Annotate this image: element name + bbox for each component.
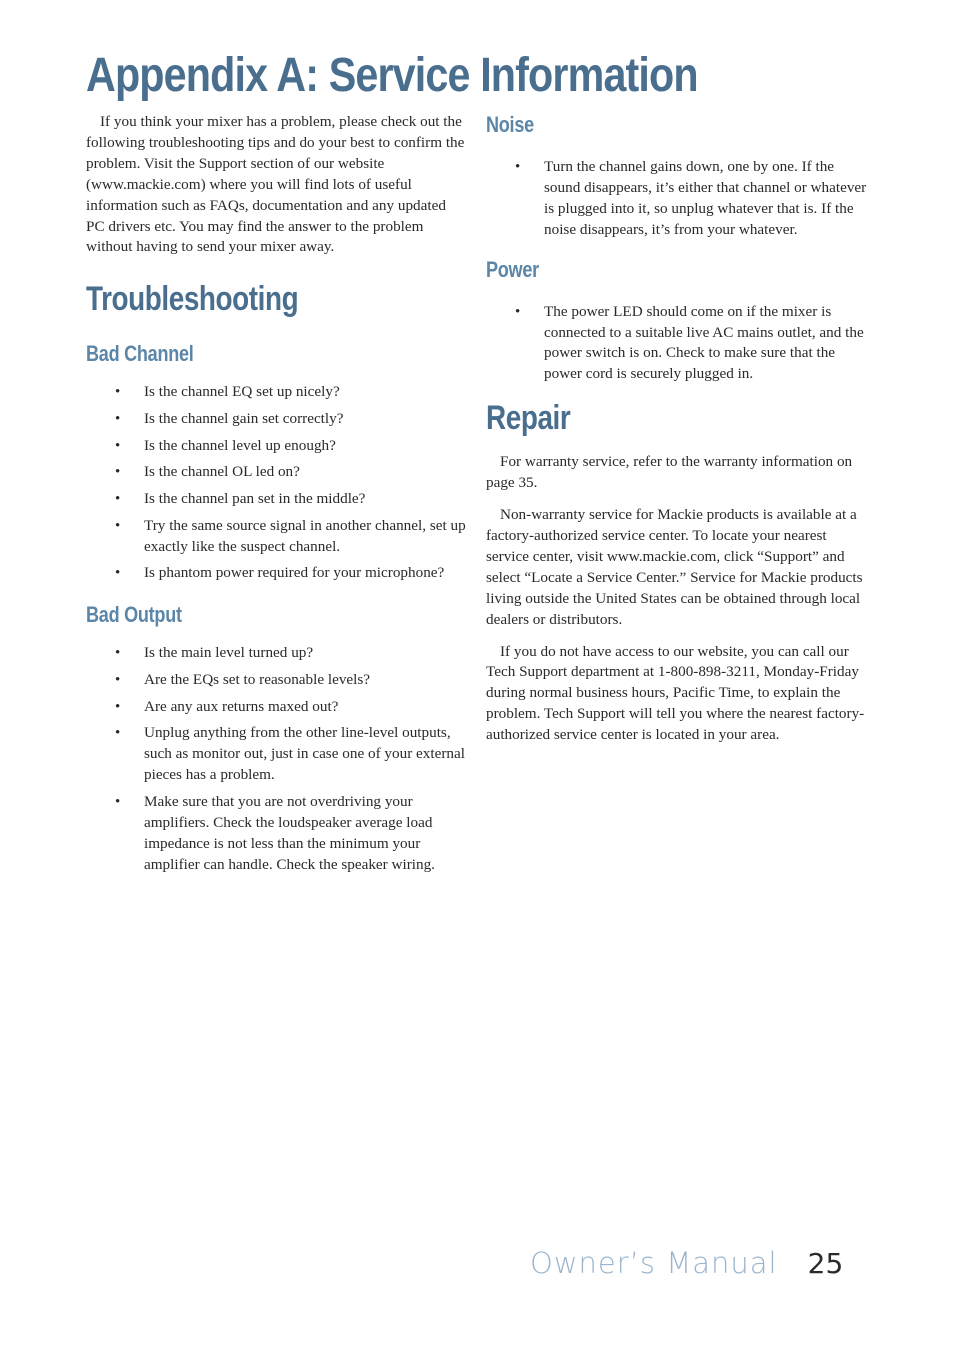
- list-item: • Make sure that you are not overdriving your amplifiers. Check the loudspeaker average load impedance is not less than the minimum your amplifier can handle. Check the speaker wiring.: [144, 792, 468, 876]
- bad-output-list: [86, 643, 468, 875]
- list-item: • Try the same source signal in another channel, set up exactly like the suspect channel.: [144, 516, 468, 558]
- list-item: • Is the channel pan set in the middle?: [144, 489, 468, 510]
- left-column: [86, 112, 468, 881]
- list-item: • Are any aux returns maxed out?: [144, 697, 468, 718]
- noise-list: [486, 157, 868, 241]
- list-item: • Is the channel gain set correctly?: [144, 409, 468, 430]
- list-item: • Unplug anything from the other line-level outputs, such as monitor out, just in case one of your external pieces has a problem.: [144, 723, 468, 786]
- list-item: • Is the channel EQ set up nicely?: [144, 382, 468, 403]
- power-heading: Power: [486, 256, 539, 282]
- list-item: • Is the channel level up enough?: [144, 436, 468, 457]
- power-list: [486, 302, 868, 386]
- right-column: [486, 112, 868, 746]
- intro-paragraph: If you think your mixer has a problem, please check out the following troubleshooting tips and do your best to confirm the problem. Visit the Support section of our website (www.mackie.com) where you will find lots of useful information such as FAQs, documentation and any updated PC drivers etc. You may find the answer to the problem without having to send your mixer away.: [86, 113, 465, 256]
- repair-heading: Repair: [486, 399, 571, 438]
- list-item: • Is the channel OL led on?: [144, 462, 468, 483]
- noise-heading: Noise: [486, 112, 534, 137]
- page-number: 25: [807, 1246, 844, 1280]
- bad-output-heading: Bad Output: [86, 602, 182, 628]
- list-item: • Is phantom power required for your microphone?: [144, 563, 468, 584]
- bad-channel-list: [86, 382, 468, 584]
- page-title: Appendix A: Service Information: [86, 49, 698, 102]
- repair-paragraph: Non-warranty service for Mackie products is available at a factory-authorized service center. To locate your nearest service center, visit www.mackie.com, click “Support” and select “Locate a Service Center.” Service for Mackie products living outside the United States can be obtained through local dealers or distributors.: [486, 506, 863, 628]
- list-item: • The power LED should come on if the mixer is connected to a suitable live AC mains outlet, and the power switch is on. Check to make sure that the power cord is securely plugged in.: [544, 302, 868, 386]
- repair-paragraph: If you do not have access to our website, you can call our Tech Support department at 1-800-898-3211, Monday-Friday during normal business hours, Pacific Time, to explain the problem. Tech Support will tell you where the nearest factory-authorized service center is located in your area.: [486, 642, 865, 744]
- footer-manual-label: Owner’s Manual: [530, 1246, 778, 1280]
- list-item: • Turn the channel gains down, one by one. If the sound disappears, it’s either that channel or whatever is plugged into it, so unplug whatever that is. If the noise disappears, it’s from your whatever.: [544, 157, 868, 241]
- troubleshooting-heading: Troubleshooting: [86, 280, 299, 319]
- list-item: • Is the main level turned up?: [144, 643, 468, 664]
- repair-paragraph: For warranty service, refer to the warranty information on page 35.: [486, 453, 853, 492]
- page-footer: [530, 1238, 870, 1288]
- list-item: • Are the EQs set to reasonable levels?: [144, 670, 468, 691]
- bad-channel-heading: Bad Channel: [86, 341, 194, 367]
